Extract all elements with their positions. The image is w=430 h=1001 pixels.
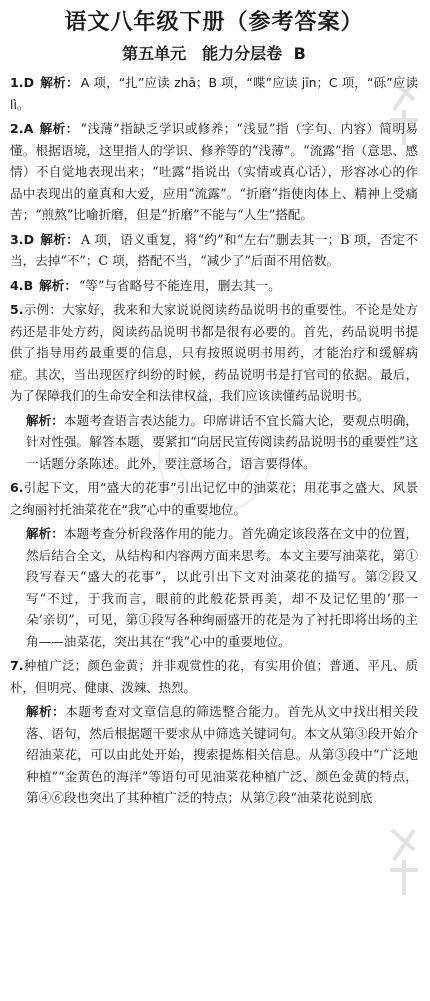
item-number: 6. — [10, 480, 24, 495]
item-analysis-text: A 项，语义重复，将“约”和“左右”删去其一；B 项，否定不当，去掉“不”；C 项，搭配不当，“减少了”后面不用倍数。 — [10, 231, 419, 268]
item-analysis-text: A 项，“扎”应读 zhā；B 项，“喋”应读 jīn；C 项，“砾”应读 lì。 — [10, 75, 418, 112]
item-number: 1. — [10, 75, 24, 90]
item-answer-text: 引起下文，用“盛大的花事”引出记忆中的油菜花；用花事之盛大、风景之绚丽衬托油菜花在“我”心中的重要地位。 — [10, 480, 418, 517]
item-answer: A — [23, 121, 34, 136]
item-analysis-label: 解析： — [40, 75, 79, 90]
item-7-analysis — [26, 701, 418, 809]
item-analysis-text: “浅薄”指缺乏学识或修养；“浅显”指（字句、内容）简明易懂。根据语境，这里指人的学识、修养等的“浅薄”。“流露”指（意思、感情）不自觉地表现出来；“吐露”指说出（实情或真心话），形容冰心的作品中表现出的童真和大爱，应用“流露”。“折磨”指使肉体上、精神上受痛苦；“煎熬”比喻折磨，但是“折磨”不能与“人生”搭配。 — [10, 121, 418, 222]
item-analysis-label: 解析： — [39, 277, 77, 293]
item-analysis-label: 解析： — [26, 526, 64, 541]
item-number: 3. — [10, 231, 24, 247]
item-number: 7. — [10, 658, 24, 673]
corner-watermark-icon — [384, 820, 424, 900]
item-analysis-text: 本题考查对文章信息的筛选整合能力。首先从文中找出相关段落、语句，然后根据题干要求从中筛选关键词句。本文从第③段开始介绍油菜花，可以由此处开始，搜索提炼相关信息。从第③段中“广泛地种植”“金黄色的海洋”等语句可见油菜花种植广泛、颜色金黄的特点，第④⑥段也突出了其种植广泛的特点；从第⑦段“油菜花说到底 — [26, 704, 419, 805]
item-analysis-label: 解析： — [26, 704, 66, 719]
page-title: 语文八年级下册（参考答案） — [64, 10, 364, 35]
item-answer: D — [23, 75, 35, 90]
item-answer: D — [23, 231, 35, 247]
item-analysis-text: 本题考查语言表达能力。印席讲话不宜长篇大论，要观点明确，针对性强。解答本题，要紧扣“向居民宣传阅读药品说明书的重要性”这一话题分条陈述。此外，要注意场合，语言要得体。 — [26, 412, 419, 471]
item-6-analysis — [26, 523, 418, 652]
item-analysis-text: “等”与省略号不能连用，删去其一。 — [78, 277, 281, 293]
answer-item-3 — [10, 229, 418, 272]
item-number: 4. — [10, 277, 24, 293]
answer-item-2 — [10, 118, 418, 226]
item-analysis-label: 解析： — [26, 412, 64, 428]
answer-item-7 — [10, 655, 418, 698]
item-analysis-label: 解析： — [40, 231, 80, 247]
item-number: 5. — [10, 302, 24, 317]
item-number: 2. — [10, 121, 24, 136]
answer-item-6 — [10, 477, 418, 520]
item-answer-text: 示例：大家好，我来和大家说说阅读药品说明书的重要性。不论是处方药还是非处方药，阅读药品说明书都是很有必要的。首先，药品说明书提供了指导用药最重要的信息，只有按照说明书用药，才能治疗和缓解病症。其次，当出现医疗纠纷的时候，药品说明书是打官司的依据。最后，为了保障我们的生命安全和法律权益，我们应该读懂药品说明书。 — [10, 302, 418, 403]
item-5-analysis — [26, 410, 418, 475]
answer-item-1 — [10, 72, 418, 115]
item-analysis-label: 解析： — [39, 121, 79, 136]
answer-item-4 — [10, 275, 418, 297]
item-analysis-text: 本题考查分析段落作用的能力。首先确定该段落在文中的位置，然后结合全文，从结构和内容两方面来思考。本文主要写油菜花，第①段写春天“盛大的花事”，以此引出下文对油菜花的描写。第②段又写“不过，于我而言，眼前的此般花景再美，却不及记忆里的‘那一朵’亲切”，可见，第①段写各种绚丽盛开的花是为了衬托即将出场的主角——油菜花，突出其在“我”心中的重要地位。 — [26, 526, 419, 649]
item-answer: B — [23, 277, 34, 293]
unit-subtitle: 第五单元 能力分层卷 B — [122, 44, 306, 63]
item-answer-text: 种植广泛；颜色金黄；并非观赏性的花，有实用价值；普通、平凡、质朴，但明亮、健康、泼辣、热烈。 — [10, 658, 418, 695]
answer-item-5 — [10, 299, 418, 407]
